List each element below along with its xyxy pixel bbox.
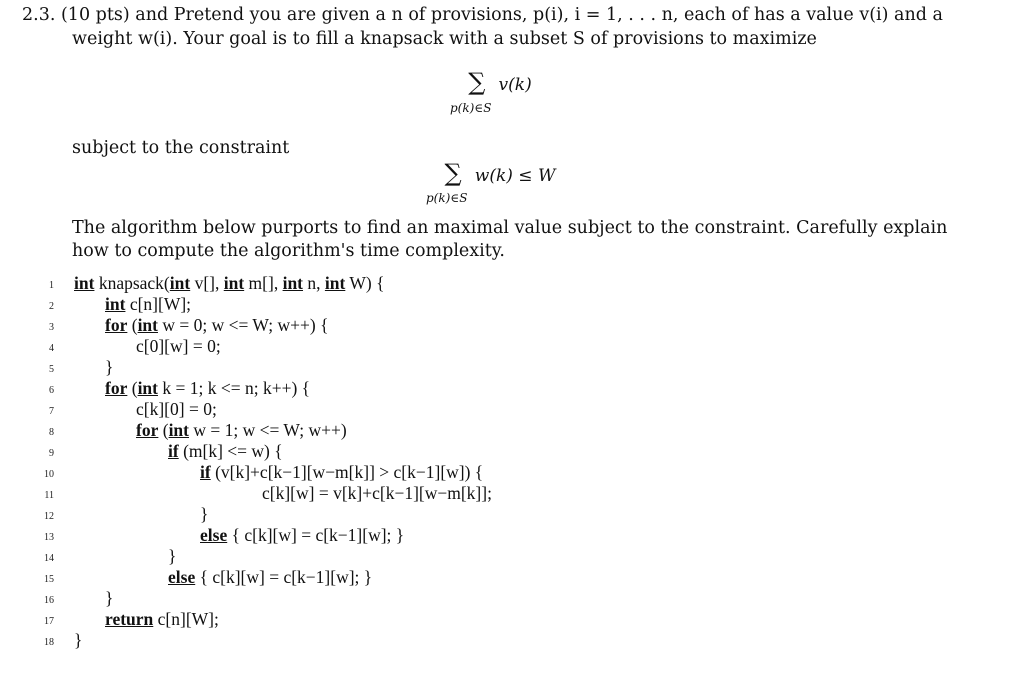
constraint-term: w(k) ≤ W [474, 166, 556, 186]
code-text: c[k][w] = v[k]+c[k−1][w−m[k]]; [262, 483, 492, 503]
code-keyword: int [74, 273, 95, 293]
code-line-8 [136, 420, 347, 441]
code-text: { c[k][w] = c[k−1][w]; } [227, 525, 405, 545]
code-keyword: if [168, 441, 179, 461]
problem-number: 2.3. [22, 5, 56, 25]
code-text: (v[k]+c[k−1][w−m[k]] > c[k−1][w]) { [210, 462, 484, 482]
line-number: 4 [49, 343, 54, 354]
instruction-line2: how to compute the algorithm's time complexity. [72, 241, 505, 261]
code-text: ( [127, 378, 138, 398]
code-text: c[n][W]; [153, 609, 219, 629]
problem-points: (10 pts) [60, 5, 130, 25]
code-line-18 [74, 630, 82, 651]
code-keyword: int [282, 273, 304, 293]
code-text: W) { [345, 273, 385, 293]
code-text: k = 1; k <= n; k++) { [158, 378, 311, 398]
sigma-symbol: ∑ [444, 159, 462, 187]
line-number: 5 [49, 364, 54, 375]
line-number: 10 [44, 469, 54, 480]
code-line-16 [105, 588, 113, 609]
code-line-3 [105, 315, 329, 336]
code-keyword: int [324, 273, 346, 293]
code-text: w = 0; w <= W; w++) { [158, 315, 329, 335]
line-number: 8 [49, 427, 54, 438]
code-text: ( [158, 420, 169, 440]
line-number: 2 [49, 301, 54, 312]
code-text: (m[k] <= w) { [178, 441, 283, 461]
code-line-15 [168, 567, 372, 588]
code-line-1 [74, 273, 385, 294]
code-keyword: int [105, 294, 126, 314]
code-text: } [105, 357, 114, 377]
objective-formula [440, 68, 560, 96]
code-keyword: int [169, 273, 191, 293]
line-number: 3 [49, 322, 54, 333]
code-line-6 [105, 378, 310, 399]
problem-header [22, 5, 943, 25]
constraint-formula [420, 159, 580, 187]
code-keyword: int [168, 420, 189, 440]
code-line-13 [200, 525, 404, 546]
line-number: 6 [49, 385, 54, 396]
code-keyword: else [200, 525, 228, 545]
code-text: { c[k][w] = c[k−1][w]; } [195, 567, 373, 587]
code-text: w = 1; w <= W; w++) [189, 420, 347, 440]
problem-text-line2: weight w(i). Your goal is to fill a knapsack with a subset S of provisions to maximize [72, 29, 817, 49]
code-line-5 [105, 357, 113, 378]
code-text: } [105, 588, 114, 608]
code-keyword: else [168, 567, 196, 587]
constraint-subscript: p(k)∈S [426, 191, 468, 205]
code-keyword: for [105, 315, 128, 335]
code-keyword: int [137, 315, 158, 335]
code-line-4 [136, 336, 221, 357]
code-keyword: int [137, 378, 158, 398]
problem-text-line1: and Pretend you are given a n of provisions, p(i), i = 1, . . . n, each of has a value v(i) and a [135, 5, 943, 25]
code-line-11 [262, 483, 492, 504]
code-text: c[k][0] = 0; [136, 399, 217, 419]
code-line-14 [168, 546, 176, 567]
line-number: 16 [44, 595, 54, 606]
line-number: 18 [44, 637, 54, 648]
line-number: 15 [44, 574, 54, 585]
objective-subscript: p(k)∈S [450, 101, 492, 115]
code-text: v[], [190, 273, 224, 293]
code-text: c[0][w] = 0; [136, 336, 221, 356]
objective-term: v(k) [498, 75, 532, 95]
code-keyword: return [105, 609, 154, 629]
code-line-7 [136, 399, 217, 420]
code-keyword: if [200, 462, 211, 482]
code-text: ( [127, 315, 138, 335]
code-text: knapsack( [94, 273, 170, 293]
code-line-9 [168, 441, 283, 462]
code-line-12 [200, 504, 208, 525]
line-number: 11 [44, 490, 54, 501]
code-text: } [200, 504, 209, 524]
line-number: 7 [49, 406, 54, 417]
instruction-line1: The algorithm below purports to find an maximal value subject to the constraint. Carefully explain [72, 218, 948, 238]
line-number: 12 [44, 511, 54, 522]
code-keyword: int [223, 273, 245, 293]
constraint-intro: subject to the constraint [72, 138, 290, 158]
line-number: 17 [44, 616, 54, 627]
line-number: 9 [49, 448, 54, 459]
code-text: c[n][W]; [125, 294, 192, 314]
line-number: 13 [44, 532, 54, 543]
code-keyword: for [105, 378, 128, 398]
line-number: 14 [44, 553, 54, 564]
code-line-10 [200, 462, 483, 483]
code-text: n, [303, 273, 325, 293]
line-number: 1 [49, 280, 54, 291]
code-keyword: for [136, 420, 159, 440]
sigma-symbol: ∑ [468, 68, 486, 96]
code-text: } [168, 546, 177, 566]
code-text: } [74, 630, 83, 650]
code-text: m[], [244, 273, 283, 293]
code-line-2 [105, 294, 191, 315]
code-line-17 [105, 609, 219, 630]
